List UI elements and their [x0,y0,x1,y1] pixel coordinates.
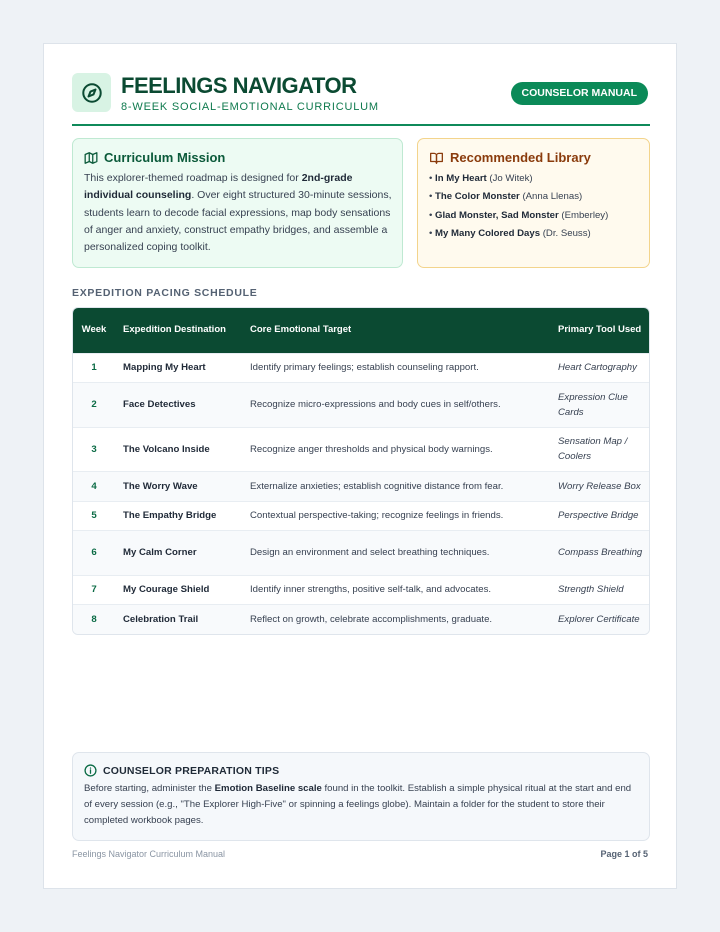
mission-text [84,170,396,256]
schedule-section-label: EXPEDITION PACING SCHEDULE [72,287,258,299]
column-header-target: Core Emotional Target [250,324,352,336]
manual-type-badge: COUNSELOR MANUAL [511,82,649,105]
destination-cell: Mapping My Heart [115,353,242,383]
column-header-destination: Expedition Destination [123,324,226,336]
target-cell: Recognize anger thresholds and physical body warnings. [242,427,550,472]
table-header-row [73,308,650,353]
destination-cell: The Volcano Inside [115,427,242,472]
week-cell: 6 [73,531,115,576]
schedule-table [72,307,650,635]
target-cell: Contextual perspective-taking; recognize feelings in friends. [242,501,550,531]
destination-cell: The Empathy Bridge [115,501,242,531]
book-list [429,170,608,243]
tool-cell: Heart Cartography [550,353,650,383]
tips-text [84,781,640,829]
target-cell: Recognize micro-expressions and body cues in self/others. [242,383,550,428]
page-number-label: Page 1 of 5 [600,849,648,859]
destination-cell: Face Detectives [115,383,242,428]
table-row [73,383,650,428]
book-item: • My Many Colored Days (Dr. Seuss) [429,227,591,239]
target-cell: Identify primary feelings; establish counseling rapport. [242,353,550,383]
tool-cell: Expression Clue Cards [550,383,650,428]
column-header-tool: Primary Tool Used [558,324,642,336]
page-subtitle: 8-WEEK SOCIAL-EMOTIONAL CURRICULUM [121,101,379,113]
tool-cell: Sensation Map / Coolers [550,427,650,472]
mission-text-intro: This explorer-themed roadmap is designed for [84,172,302,184]
destination-cell: My Calm Corner [115,531,242,576]
footer-title: Feelings Navigator Curriculum Manual [72,849,226,859]
table-row [73,353,650,383]
manual-page [43,43,677,889]
week-cell: 7 [73,575,115,605]
table-row [73,531,650,576]
tool-cell: Strength Shield [550,575,650,605]
logo-badge [72,73,111,112]
target-cell: Externalize anxieties; establish cognitive distance from fear. [242,472,550,502]
week-cell: 8 [73,605,115,635]
tips-header [84,764,279,777]
week-cell: 5 [73,501,115,531]
info-icon [84,764,97,777]
book-author: (Emberley) [561,209,609,221]
header-divider [72,124,650,126]
mission-text-rest: . Over eight structured 30-minute sessions, students learn to decode facial expressions, map body sensations of anger and anxiety, construct empathy bridges, and assemble a personalized coping toolkit. [84,189,392,254]
week-cell: 1 [73,353,115,383]
mission-card [72,138,403,268]
tool-cell: Worry Release Box [550,472,650,502]
destination-cell: Celebration Trail [115,605,242,635]
book-item: • Glad Monster, Sad Monster (Emberley) [429,209,609,221]
table-row [73,472,650,502]
destination-cell: The Worry Wave [115,472,242,502]
table-row [73,501,650,531]
book-item: • The Color Monster (Anna Llenas) [429,191,583,203]
table-row [73,575,650,605]
target-cell: Identify inner strengths, positive self-talk, and advocates. [242,575,550,605]
tool-cell: Compass Breathing [550,531,650,576]
week-cell: 3 [73,427,115,472]
week-cell: 2 [73,383,115,428]
tips-text-rest: found in the toolkit. Establish a simple physical ritual at the start and end of every session (e.g., "The Explorer High-Five" or spinning a feelings globe). Maintain a folder for the student to store their completed workbook pages. [84,783,632,826]
book-title: My Many Colored Days [435,227,541,239]
destination-cell: My Courage Shield [115,575,242,605]
book-author: (Anna Llenas) [522,191,583,203]
book-author: (Dr. Seuss) [542,227,591,239]
tool-cell: Explorer Certificate [550,605,650,635]
map-icon [84,151,98,165]
target-cell: Design an environment and select breathing techniques. [242,531,550,576]
table-row [73,605,650,635]
library-card-header [429,150,591,166]
book-title: Glad Monster, Sad Monster [435,209,559,221]
book-title: The Color Monster [435,191,520,203]
book-item: • In My Heart (Jo Witek) [429,173,533,184]
column-header-week: Week [81,324,107,336]
tips-text-emphasis: Emotion Baseline scale [214,783,322,794]
library-card [417,138,650,268]
compass-icon [81,82,103,104]
table-row [73,427,650,472]
mission-card-title: Curriculum Mission [104,150,226,165]
book-author: (Jo Witek) [489,173,533,184]
week-cell: 4 [73,472,115,502]
tool-cell: Perspective Bridge [550,501,650,531]
preparation-tips-box [72,752,650,841]
book-title: In My Heart [435,173,487,184]
tips-text-intro: Before starting, administer the [84,783,215,794]
page-title: FEELINGS NAVIGATOR [121,73,357,98]
tips-title: COUNSELOR PREPARATION TIPS [103,764,280,777]
mission-card-header [84,150,225,166]
library-card-title: Recommended Library [450,150,591,165]
mission-text-emphasis: 2nd-grade individual counseling [84,172,353,202]
page-number [600,849,648,859]
book-open-icon [429,151,444,165]
target-cell: Reflect on growth, celebrate accomplishments, graduate. [242,605,550,635]
